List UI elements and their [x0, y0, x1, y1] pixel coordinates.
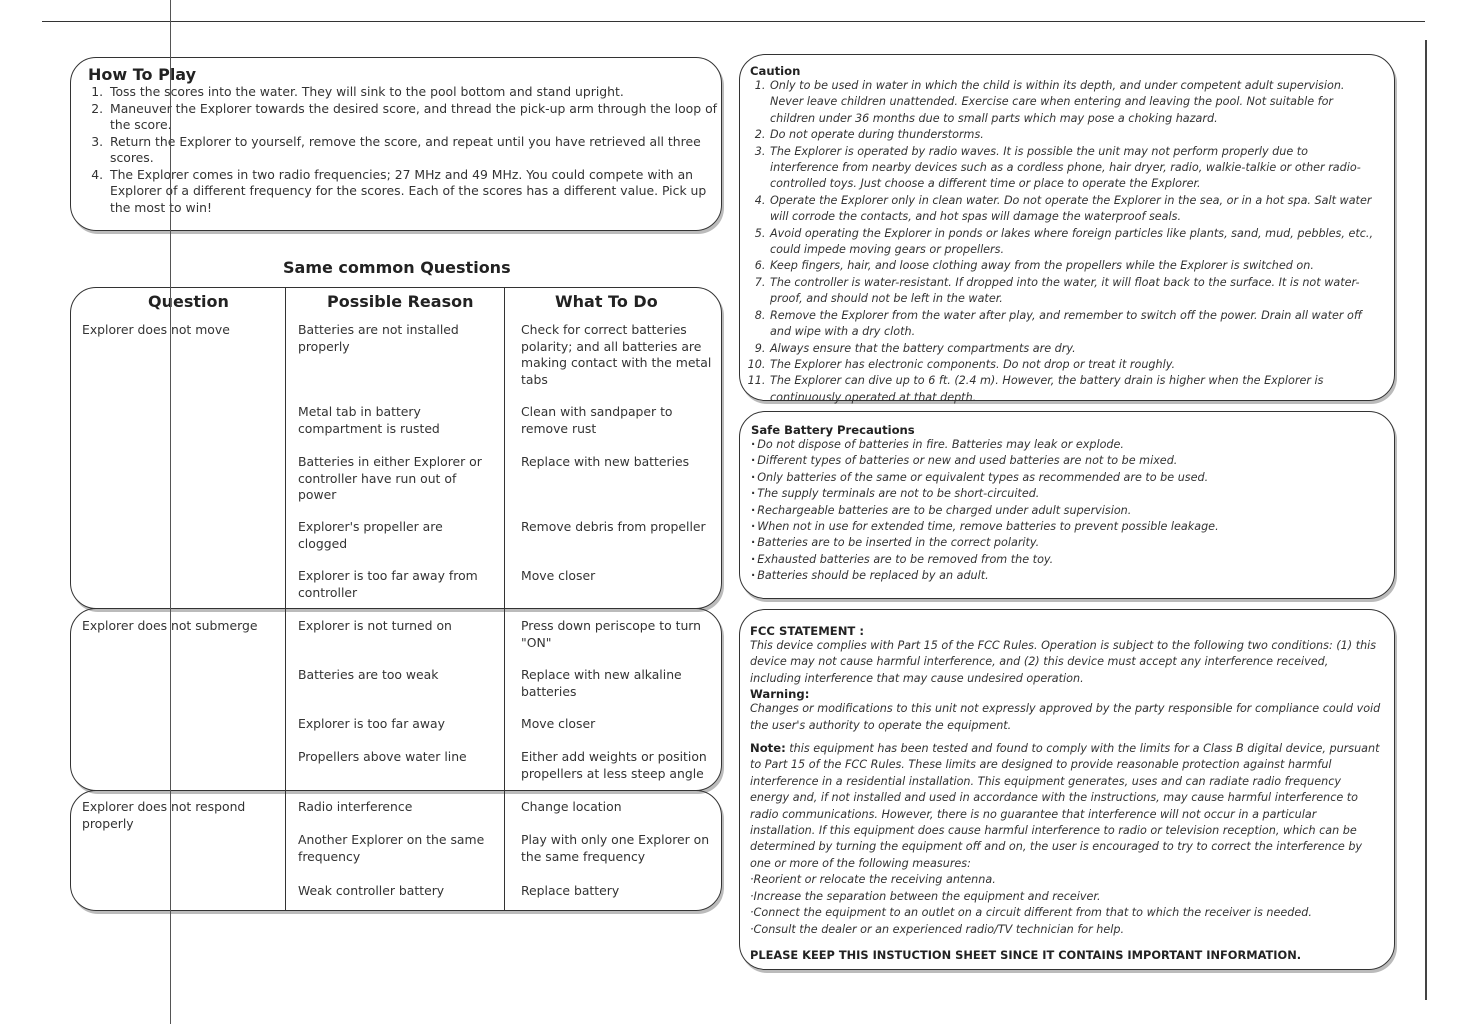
caution-item: 2. Do not operate during thunderstorms.: [769, 127, 1380, 143]
todo-cell: Change location: [521, 799, 622, 814]
reason-cell: Explorer is too far away: [298, 716, 445, 731]
question-cell: Explorer does not move: [82, 322, 230, 337]
reason-cell: Batteries are not installed properly: [298, 322, 459, 354]
faq-title: Same common Questions: [283, 258, 511, 277]
caution-box: [739, 54, 1395, 404]
how-to-play-box: [70, 57, 722, 231]
battery-item: · Rechargeable batteries are to be charged under adult supervision.: [751, 503, 1380, 519]
battery-item: · Only batteries of the same or equivalent types as recommended are to be used.: [751, 470, 1380, 486]
caution-item: 11. The Explorer can dive up to 6 ft. (2.4 m). However, the battery drain is higher when the Explorer is continuously operated at that depth.: [769, 373, 1380, 406]
fcc-warning-text: Changes or modifications to this unit not expressly approved by the party responsible for compliance could void the user's authority to operate the equipment.: [750, 702, 1381, 732]
caution-item: 7. The controller is water-resistant. If dropped into the water, it will float back to the surface. It is not water-proof, and should not be left in the water.: [769, 275, 1380, 308]
caution-list: [750, 78, 1380, 406]
todo-cell: Replace battery: [521, 883, 620, 898]
todo-cell: Move closer: [521, 568, 596, 583]
column-divider: [504, 791, 505, 910]
reason-cell: Propellers above water line: [298, 749, 467, 764]
todo-cell: Remove debris from propeller: [521, 519, 706, 534]
header-todo: What To Do: [555, 292, 658, 311]
todo-cell: Press down periscope to turn "ON": [521, 618, 702, 650]
todo-cell: Move closer: [521, 716, 596, 731]
how-to-play-step: 2. Maneuver the Explorer towards the desired score, and thread the pick-up arm through the loop of the score.: [107, 101, 721, 134]
caution-item: 8. Remove the Explorer from the water after play, and remember to switch off the power. Drain all water off and wipe with a dry cloth.: [769, 308, 1380, 341]
battery-list: [751, 437, 1380, 585]
fcc-note-text: this equipment has been tested and found to comply with the limits for a Class B digital device, pursuant to Part 15 of the FCC Rules. These limits are designed to provide reasonable protection against harmful interference in a residential installation. This equipment generates, uses and can radiate radio frequency energy and, if not installed and used in accordance with the instructions, may cause harmful interference to radio communications. However, there is no guarantee that interference will not occur in a particular installation. If this equipment does cause harmful interference to radio or television reception, which can be determined by turning the equipment off and on, the user is encouraged to try to correct the interference by one or more of the following measures:: [750, 742, 1380, 870]
caution-item: 1. Only to be used in water in which the child is within its depth, and under competent adult supervision. Never leave children unattended. Exercise care when entering and leaving the pool. Not suitable for children under 36 months due to small parts which may pose a choking hazard.: [769, 78, 1380, 127]
fcc-measure: ·Connect the equipment to an outlet on a circuit different from that to which the receiver is needed.: [750, 906, 1312, 920]
battery-precautions-box: [739, 411, 1395, 599]
top-rule: [42, 21, 1425, 22]
fcc-measure: ·Increase the separation between the equipment and receiver.: [750, 889, 1101, 903]
battery-item: · Batteries are to be inserted in the correct polarity.: [751, 535, 1380, 551]
column-divider: [504, 288, 505, 608]
reason-cell: Batteries are too weak: [298, 667, 439, 682]
question-cell: Explorer does not submerge: [82, 618, 258, 633]
page-edge-line: [1425, 40, 1427, 1000]
todo-cell: Replace with new alkaline batteries: [521, 667, 682, 699]
caution-item: 6. Keep fingers, hair, and loose clothing away from the propellers while the Explorer is switched on.: [769, 258, 1380, 274]
battery-item: · Exhausted batteries are to be removed from the toy.: [751, 552, 1380, 568]
column-divider: [285, 791, 286, 910]
caution-title: Caution: [750, 64, 801, 78]
faq-group-not-submerge: [70, 608, 722, 791]
question-cell: Explorer does not respond properly: [82, 799, 246, 831]
fcc-measure: ·Consult the dealer or an experienced radio/TV technician for help.: [750, 922, 1125, 936]
faq-group-not-respond: [70, 790, 722, 911]
reason-cell: Another Explorer on the same frequency: [298, 832, 485, 864]
scan-fold-line: [170, 0, 171, 1024]
reason-cell: Weak controller battery: [298, 883, 445, 898]
column-divider: [504, 609, 505, 790]
todo-cell: Play with only one Explorer on the same frequency: [521, 832, 710, 864]
battery-item: · Batteries should be replaced by an adult.: [751, 568, 1380, 584]
caution-item: 3. The Explorer is operated by radio waves. It is possible the unit may not perform properly due to interference from nearby devices such as a cordless phone, hair dryer, radio, walkie-talkie or other radio-controlled toys. Just choose a different time or place to operate the Explorer.: [769, 144, 1380, 193]
header-question: Question: [148, 292, 229, 311]
caution-item: 10. The Explorer has electronic components. Do not drop or treat it roughly.: [769, 357, 1380, 373]
caution-item: 4. Operate the Explorer only in clean water. Do not operate the Explorer in the sea, or in a hot spa. Salt water will corrode the contacts, and hot spas will damage the waterproof seals.: [769, 193, 1380, 226]
todo-cell: Either add weights or position propellers at less steep angle: [521, 749, 707, 781]
battery-item: · Do not dispose of batteries in fire. Batteries may leak or explode.: [751, 437, 1380, 453]
todo-cell: Replace with new batteries: [521, 454, 690, 469]
reason-cell: Explorer is too far away from controller: [298, 568, 478, 600]
fcc-note: [750, 740, 1382, 872]
fcc-warning-label: Warning:: [750, 687, 810, 702]
fcc-measure: ·Reorient or relocate the receiving antenna.: [750, 873, 996, 887]
how-to-play-step: 1. Toss the scores into the water. They will sink to the pool bottom and stand upright.: [107, 84, 721, 101]
caution-item: 5. Avoid operating the Explorer in ponds or lakes where foreign particles like plants, sand, mud, pebbles, etc., could impede moving gears or propellers.: [769, 226, 1380, 259]
column-divider: [285, 609, 286, 790]
fcc-note-label: Note:: [750, 741, 786, 756]
keep-instructions-notice: PLEASE KEEP THIS INSTUCTION SHEET SINCE IT CONTAINS IMPORTANT INFORMATION.: [750, 947, 1302, 962]
reason-cell: Radio interference: [298, 799, 413, 814]
reason-cell: Explorer's propeller are clogged: [298, 519, 443, 551]
column-divider: [285, 288, 286, 608]
todo-cell: Check for correct batteries polarity; and all batteries are making contact with the metal tabs: [521, 322, 712, 387]
reason-cell: Metal tab in battery compartment is rusted: [298, 404, 440, 436]
reason-cell: Batteries in either Explorer or controller have run out of power: [298, 454, 482, 502]
fcc-title: FCC STATEMENT :: [750, 624, 864, 638]
header-reason: Possible Reason: [327, 292, 474, 311]
how-to-play-step: 4. The Explorer comes in two radio frequencies; 27 MHz and 49 MHz. You could compete with an Explorer of a different frequency for the scores. Each of the scores has a different value. Pick up the most to win!: [107, 167, 721, 217]
battery-title: Safe Battery Precautions: [751, 423, 915, 437]
faq-group-not-move: [70, 287, 722, 609]
how-to-play-title: How To Play: [88, 65, 197, 84]
todo-cell: Clean with sandpaper to remove rust: [521, 404, 673, 436]
reason-cell: Explorer is not turned on: [298, 618, 452, 633]
fcc-statement-box: [739, 609, 1395, 970]
battery-item: · When not in use for extended time, remove batteries to prevent possible leakage.: [751, 519, 1380, 535]
how-to-play-steps: [71, 84, 721, 216]
fcc-statement: This device complies with Part 15 of the FCC Rules. Operation is subject to the following two conditions: (1) this device may not cause harmful interference, and (2) this device must accept any interference received, including interference that may cause undesired operation.: [750, 639, 1377, 685]
caution-item: 9. Always ensure that the battery compartments are dry.: [769, 341, 1380, 357]
battery-item: · Different types of batteries or new and used batteries are not to be mixed.: [751, 453, 1380, 469]
how-to-play-step: 3. Return the Explorer to yourself, remove the score, and repeat until you have retrieved all three scores.: [107, 134, 721, 167]
battery-item: · The supply terminals are not to be short-circuited.: [751, 486, 1380, 502]
